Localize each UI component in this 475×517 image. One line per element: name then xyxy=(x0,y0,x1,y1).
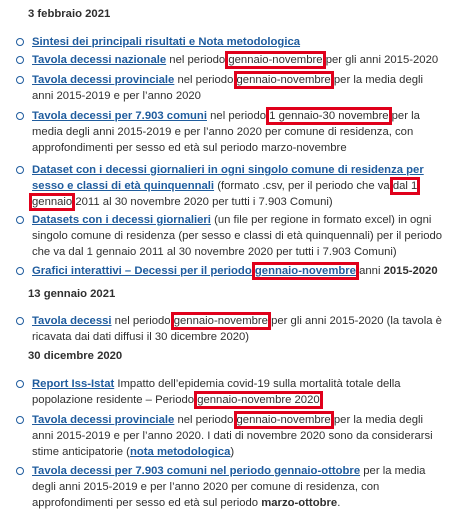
item-text: anni xyxy=(355,265,384,277)
item-link[interactable]: Grafici interattivi – Decessi per il periodo xyxy=(32,265,255,277)
item-text: per la media degli anni 2015-2019 e per l’anno 2020 per comune di residenza, con approfondimenti per sesso ed età sul periodo marzo-novembre xyxy=(32,110,420,154)
highlighted-period: gennaio-novembre 2020 xyxy=(197,394,320,406)
list-item xyxy=(32,463,444,511)
item-text: per la media degli anni 2015-2019 e per l’anno 2020 xyxy=(32,74,424,102)
list-item xyxy=(32,313,444,345)
item-text: per la media degli anni 2015-2019 e per l’anno 2020 per comune di residenza, con approfondimenti per sesso ed età sul periodo xyxy=(32,465,426,509)
item-link[interactable]: Tavola decessi provinciale xyxy=(32,414,175,426)
highlighted-period: gennaio-novembre xyxy=(228,54,323,66)
bullet-icon xyxy=(16,56,24,64)
item-text: 2011 al 30 novembre 2020 per tutti i 7.903 Comuni) xyxy=(72,196,333,208)
section-date: 13 gennaio 2021 xyxy=(28,288,116,300)
item-text: (formato .csv, per il periodo che va xyxy=(214,180,393,192)
highlighted-period: 1 gennaio-30 novembre xyxy=(269,110,389,122)
bullet-icon xyxy=(16,166,24,174)
item-link[interactable]: Report Iss-Istat xyxy=(32,378,115,390)
item-link[interactable]: Sintesi dei principali risultati e Nota metodologica xyxy=(32,36,301,48)
bullet-icon xyxy=(16,112,24,120)
item-bold-text: 2015-2020 xyxy=(383,265,438,277)
list-item xyxy=(32,108,444,156)
highlighted-period: gennaio-novembre xyxy=(173,315,268,327)
item-text: nel periodo xyxy=(174,414,237,426)
item-text: nel periodo xyxy=(166,54,229,66)
item-text: Impatto dell’epidemia covid-19 sulla mortalità totale della popolazione residente – Periodo xyxy=(32,378,401,406)
bullet-icon xyxy=(16,38,24,46)
list-item xyxy=(32,52,444,68)
item-link[interactable]: Tavola decessi xyxy=(32,315,112,327)
item-text: nel periodo xyxy=(174,74,237,86)
list-item xyxy=(32,162,444,210)
bullet-icon xyxy=(16,76,24,84)
item-text: per la media degli anni 2015-2019 e per l’anno 2020. I dati di novembre 2020 sono da considerarsi stime anticipatorie ( xyxy=(32,414,433,458)
bullet-icon xyxy=(16,380,24,388)
bullet-icon xyxy=(16,467,24,475)
item-link[interactable]: Tavola decessi nazionale xyxy=(32,54,167,66)
list-item xyxy=(32,212,444,260)
item-link[interactable]: Tavola decessi per 7.903 comuni xyxy=(32,110,207,122)
item-text: nel periodo xyxy=(206,110,270,122)
section-date: 3 febbraio 2021 xyxy=(28,8,111,20)
item-bold-text: marzo-ottobre xyxy=(261,497,338,509)
highlighted-period: dal 1 gennaio xyxy=(32,180,418,208)
list-item xyxy=(32,263,444,279)
item-text: per gli anni 2015-2020 xyxy=(322,54,439,66)
item-link[interactable]: Tavola decessi provinciale xyxy=(32,74,175,86)
bullet-icon xyxy=(16,317,24,325)
item-link[interactable]: Dataset con i decessi giornalieri in ogni singolo comune di residenza per sesso e classi di età quinquennali xyxy=(32,164,424,192)
item-text: per gli anni 2015-2020 (la tavola è ricavata dai dati diffusi il 30 dicembre 2020) xyxy=(32,315,442,343)
highlighted-period: gennaio-novembre xyxy=(236,74,331,86)
item-link[interactable]: Tavola decessi per 7.903 comuni nel periodo gennaio-ottobre xyxy=(32,465,361,477)
list-item xyxy=(32,72,444,104)
list-item xyxy=(32,412,444,460)
highlighted-period: gennaio-novembre xyxy=(236,414,331,426)
bullet-icon xyxy=(16,216,24,224)
methodology-note-link[interactable]: nota metodologica xyxy=(129,446,231,458)
item-text: ) xyxy=(230,446,235,458)
list-item xyxy=(32,376,444,408)
item-text: (un file per regione in formato excel) in ogni singolo comune di residenza (per sesso e classi di età quinquennali) per il periodo che va dal 1 gennaio 2011 al 30 novembre 2020 per tutti i 7.903 Comuni) xyxy=(32,214,443,258)
item-text: . xyxy=(337,497,341,509)
section-date: 30 dicembre 2020 xyxy=(28,350,123,362)
list-item xyxy=(32,34,444,50)
bullet-icon xyxy=(16,416,24,424)
item-link[interactable]: Datasets con i decessi giornalieri xyxy=(32,214,211,226)
item-text: nel periodo xyxy=(111,315,174,327)
bullet-icon xyxy=(16,267,24,275)
highlighted-period[interactable]: gennaio-novembre xyxy=(254,265,356,277)
